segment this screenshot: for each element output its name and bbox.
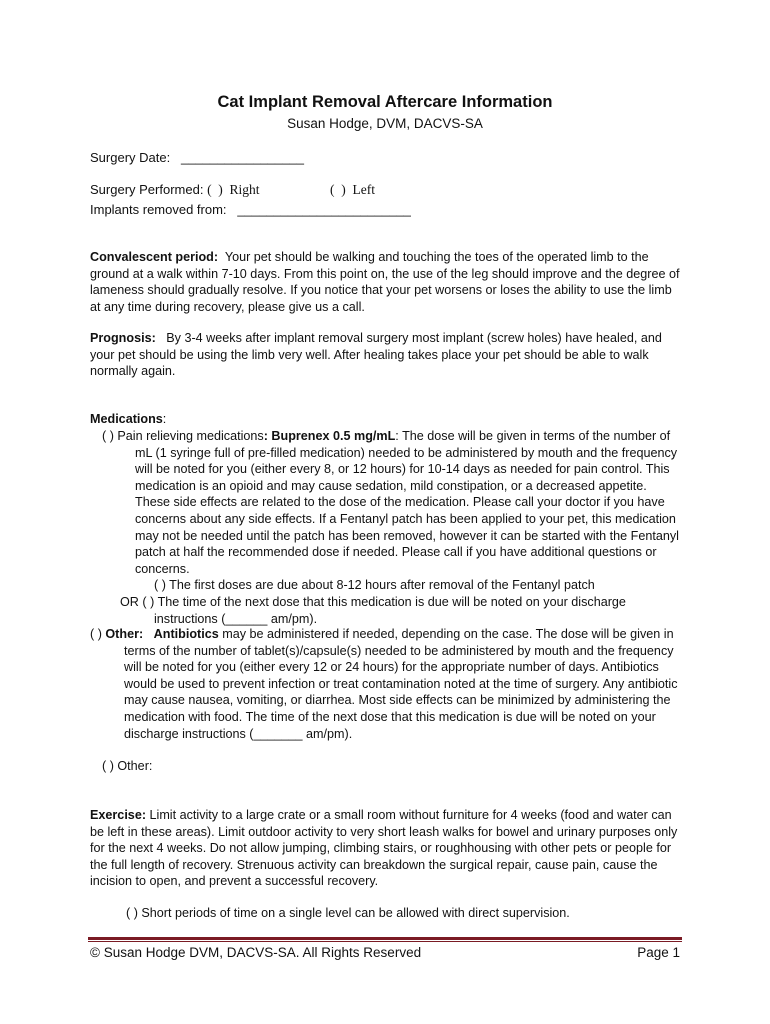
other-checkbox: ( ) bbox=[90, 627, 102, 641]
antibiotics-text: may be administered if needed, depending on the case. The dose will be given in terms of the number of tablet(s)/capsule(s) needed to be administered by mouth and the frequency will be noted for you (either every 12 or 24 hours) for the appropriate number of days. Antibiotics would be used to prevent infection or treat contamination noted at the time of surgery. Any antibiotic may cause nausea, vomiting, or diarrhea. Most side effects can be minimized by administering the medication with food. The time of the next dose that this medication is due will be noted on your discharge instructions (_______ am/pm). bbox=[124, 627, 678, 741]
pain-drug-colon: : bbox=[395, 429, 399, 443]
implants-line bbox=[90, 202, 411, 217]
author-line: Susan Hodge, DVM, DACVS-SA bbox=[287, 116, 483, 131]
pain-medication-text: The dose will be given in terms of the number of mL (1 syringe full of pre-filled medication) needed to be administered by mouth and the frequency will be noted for you (either every 8, or 12 hours) for 10-14 days as needed for pain control. This medication is an opioid and may cause sedation, mild constipation, or a decreased appetite. These side effects are related to the dose of the medication. Please call your doctor if you have concerns about any side effects. If a Fentanyl patch has been applied to your pet, this medication may not be needed until the patch has been removed, however it can be started with the Fentanyl patch at half the recommended dose if needed. Please call if you have additional questions or concerns. bbox=[135, 429, 679, 576]
pain-checkbox: ( ) bbox=[102, 429, 114, 443]
other-medication-2: ( ) Other: bbox=[102, 759, 153, 773]
prognosis-section bbox=[90, 330, 685, 380]
right-option: ( ) Right bbox=[207, 182, 260, 197]
pain-label: Pain relieving medications bbox=[117, 429, 264, 443]
surgery-performed-label: Surgery Performed: bbox=[90, 182, 204, 197]
exercise-text: Limit activity to a large crate or a small room without furniture for 4 weeks (food and water can be left in these areas). Limit outdoor activity to very short leash walks for bowel and urinary purposes only for the next 4 weeks. Do not allow jumping, climbing stairs, or roughhousing with other pets or people for the full length of recovery. Strenuous activity can breakdown the surgical repair, cause pain, cause the incision to open, and prevent a successful recovery. bbox=[90, 808, 678, 889]
prognosis-heading: Prognosis: bbox=[90, 331, 156, 345]
other-medication-paragraph bbox=[90, 626, 684, 742]
surgery-performed-line bbox=[90, 182, 375, 198]
exercise-heading: Exercise: bbox=[90, 808, 147, 822]
prognosis-text: By 3-4 weeks after implant removal surgery most implant (screw holes) have healed, and your pet should be using the limb very well. After healing takes place your pet should be able to walk normally again. bbox=[90, 331, 662, 379]
fentanyl-option-1: ( ) The first doses are due about 8-12 hours after removal of the Fentanyl patch bbox=[154, 578, 595, 593]
exercise-option: ( ) Short periods of time on a single level can be allowed with direct supervision. bbox=[126, 906, 570, 920]
footer-copyright: © Susan Hodge DVM, DACVS-SA. All Rights Reserved bbox=[90, 945, 422, 960]
convalescent-text: Your pet should be walking and touching the toes of the operated limb to the ground at a walk within 7-10 days. From this point on, the use of the leg should improve and the degree of lameness should gradually resolve. If you notice that your pet worsens or loses the ability to use the limb at any time during recovery, please give us a call. bbox=[90, 250, 680, 314]
surgery-date-blank: _________________ bbox=[181, 150, 304, 165]
pain-medication-item bbox=[102, 428, 680, 627]
convalescent-section bbox=[90, 249, 685, 315]
implants-blank: ________________________ bbox=[237, 202, 411, 217]
exercise-section bbox=[90, 807, 685, 890]
footer-divider bbox=[88, 937, 682, 940]
antibiotics-name: Antibiotics bbox=[153, 627, 219, 641]
fentanyl-option-2-text: The time of the next dose that this medication is due will be noted on your discharge instructions (______ am/pm). bbox=[154, 594, 626, 626]
medications-heading-colon: : bbox=[162, 412, 167, 426]
fentanyl-option-2 bbox=[102, 594, 680, 627]
pain-label-colon: : bbox=[263, 429, 268, 443]
other-medication-item bbox=[90, 626, 684, 742]
convalescent-heading: Convalescent period: bbox=[90, 250, 219, 264]
other-label: Other: bbox=[105, 627, 144, 641]
fentanyl-option-2-prefix: OR ( ) bbox=[120, 594, 155, 609]
pain-medication-paragraph bbox=[102, 428, 680, 577]
left-option: ( ) Left bbox=[330, 182, 375, 197]
implants-label: Implants removed from: bbox=[90, 202, 227, 217]
medications-heading-line bbox=[90, 411, 685, 428]
surgery-date-label: Surgery Date: bbox=[90, 150, 171, 165]
surgery-date-line bbox=[90, 150, 304, 165]
footer-divider-thin bbox=[88, 941, 682, 942]
pain-drug-name: Buprenex 0.5 mg/mL bbox=[271, 429, 396, 443]
footer-page-number: Page 1 bbox=[637, 945, 680, 960]
document-title: Cat Implant Removal Aftercare Information bbox=[217, 93, 553, 111]
medications-heading: Medications bbox=[90, 412, 163, 426]
